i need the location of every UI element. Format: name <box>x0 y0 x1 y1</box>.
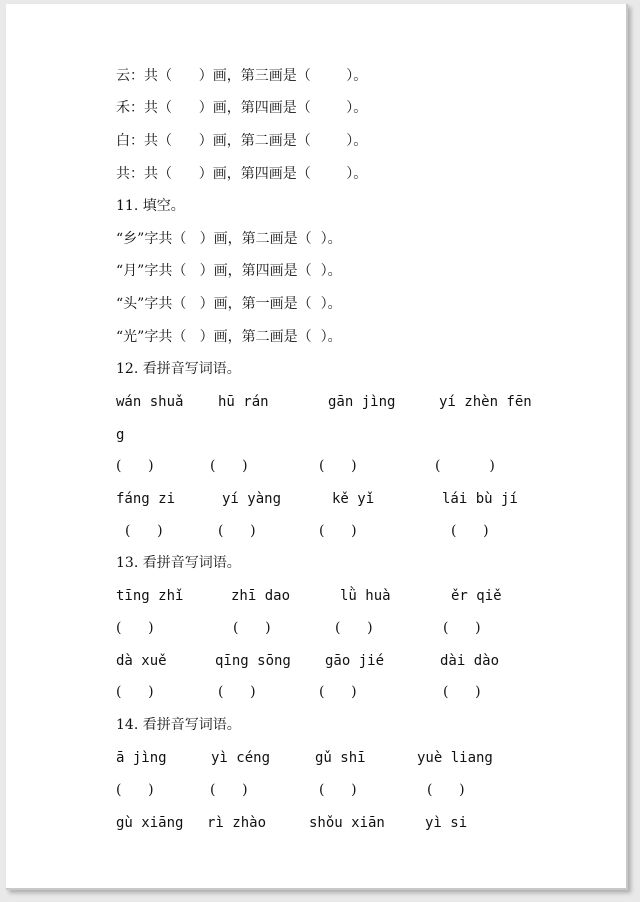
pinyin-word: yí zhèn fēn <box>439 394 532 410</box>
pinyin-word: wán shuǎ <box>116 394 184 410</box>
answer-blank: ( ) <box>116 620 154 636</box>
answer-blank: ( ) <box>210 782 248 798</box>
answer-blank: ( ) <box>210 458 248 474</box>
answer-blank: ( ) <box>443 620 481 636</box>
pinyin-word: dà xuě <box>116 653 167 669</box>
answer-blank: ( ) <box>319 782 357 798</box>
pinyin-word: lái bù jí <box>442 491 518 507</box>
pinyin-word: gān jìng <box>328 394 396 410</box>
question-13-title: 13. 看拼音写词语。 <box>116 555 241 571</box>
pinyin-word: tīng zhǐ <box>116 588 184 604</box>
pinyin-word: ěr qiě <box>451 588 502 604</box>
pinyin-word: ā jìng <box>116 750 167 766</box>
pinyin-word: yì si <box>425 815 468 831</box>
q11-item: “月”字共（ ）画，第四画是（ ）。 <box>116 263 342 279</box>
answer-blank: ( ) <box>451 523 489 539</box>
answer-blank: ( ) <box>125 523 163 539</box>
stroke-line-bai: 白：共（ ）画，第二画是（ ）。 <box>116 133 368 149</box>
answer-blank: ( ) <box>319 523 357 539</box>
answer-blank: ( ) <box>435 458 495 474</box>
pinyin-word: shǒu xiān <box>309 815 385 831</box>
pinyin-word: fáng zi <box>116 491 176 507</box>
worksheet-page <box>6 4 628 890</box>
q11-item: “头”字共（ ）画，第一画是（ ）。 <box>116 296 342 312</box>
pinyin-word: kě yǐ <box>332 491 375 507</box>
answer-blank: ( ) <box>335 620 373 636</box>
answer-blank: ( ) <box>218 684 256 700</box>
answer-blank: ( ) <box>443 684 481 700</box>
q11-item: “光”字共（ ）画，第二画是（ ）。 <box>116 329 342 345</box>
pinyin-word: zhī dao <box>231 588 291 604</box>
answer-blank: ( ) <box>116 458 154 474</box>
pinyin-word: gù xiāng <box>116 815 184 831</box>
answer-blank: ( ) <box>319 684 357 700</box>
answer-blank: ( ) <box>218 523 256 539</box>
pinyin-word-wrap: g <box>116 427 125 443</box>
stroke-line-he: 禾：共（ ）画，第四画是（ ）。 <box>116 100 368 116</box>
answer-blank: ( ) <box>116 684 154 700</box>
pinyin-word: yí yàng <box>222 491 282 507</box>
question-11-title: 11. 填空。 <box>116 198 185 214</box>
pinyin-word: yuè liang <box>417 750 493 766</box>
question-14-title: 14. 看拼音写词语。 <box>116 717 241 733</box>
q11-item: “乡”字共（ ）画，第二画是（ ）。 <box>116 231 342 247</box>
pinyin-word: hū rán <box>218 394 269 410</box>
question-12-title: 12. 看拼音写词语。 <box>116 361 241 377</box>
pinyin-word: gǔ shī <box>315 750 366 766</box>
answer-blank: ( ) <box>319 458 357 474</box>
pinyin-word: dài dào <box>440 653 500 669</box>
pinyin-word: lǜ huà <box>340 588 391 604</box>
pinyin-word: yì céng <box>211 750 271 766</box>
stroke-line-gong: 共：共（ ）画，第四画是（ ）。 <box>116 166 368 182</box>
answer-blank: ( ) <box>427 782 465 798</box>
pinyin-word: rì zhào <box>207 815 267 831</box>
pinyin-word: qīng sōng <box>215 653 291 669</box>
answer-blank: ( ) <box>116 782 154 798</box>
answer-blank: ( ) <box>233 620 271 636</box>
stroke-line-yun: 云：共（ ）画，第三画是（ ）。 <box>116 68 368 84</box>
pinyin-word: gāo jié <box>325 653 385 669</box>
